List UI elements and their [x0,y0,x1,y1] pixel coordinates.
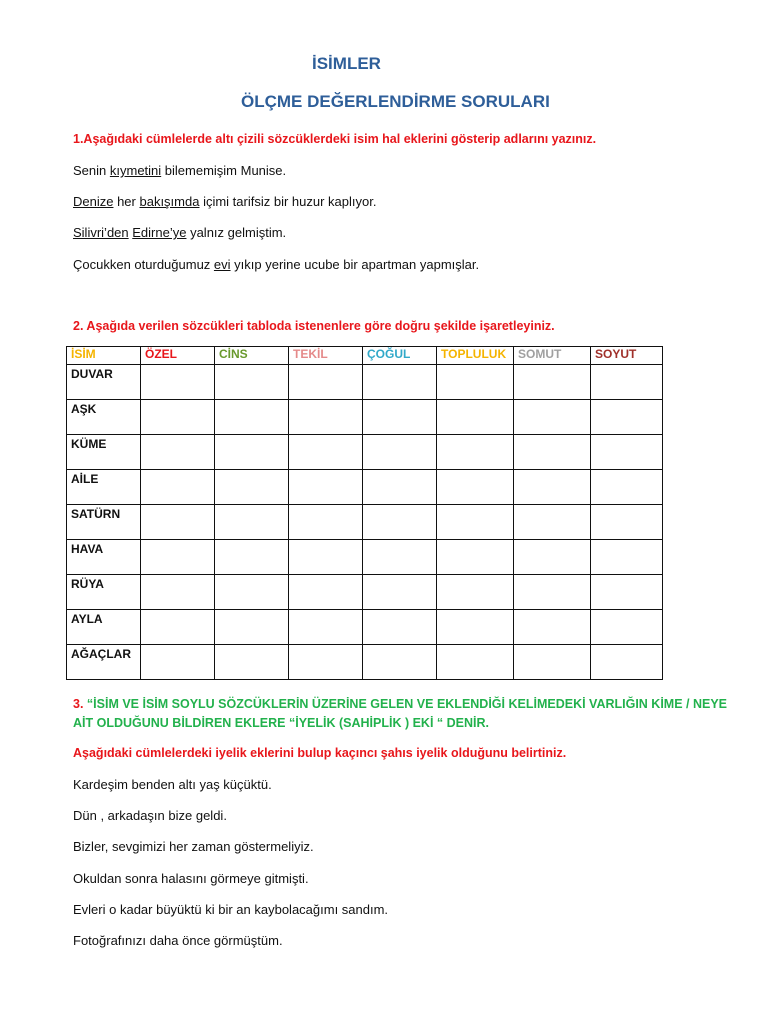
question-3-number: 3. [73,697,84,711]
answer-cell[interactable] [215,400,289,435]
underlined-word: kıymetini [109,163,162,178]
answer-cell[interactable] [215,540,289,575]
question-1-heading: 1.Aşağıdaki cümlelerde altı çizili sözcüklerdeki isim hal eklerini gösterip adlarını yazınız. [73,132,597,146]
word-label: HAVA [67,540,141,575]
table-row [67,575,663,610]
answer-cell[interactable] [363,610,437,645]
answer-cell[interactable] [289,645,363,680]
answer-cell[interactable] [289,610,363,645]
answer-cell[interactable] [514,400,591,435]
answer-cell[interactable] [363,575,437,610]
answer-cell[interactable] [141,540,215,575]
underlined-word: Denize [73,194,114,209]
answer-cell[interactable] [437,400,514,435]
table-row [67,365,663,400]
q3-sentence-6: Fotoğrafınızı daha önce görmüştüm. [73,933,283,948]
answer-cell[interactable] [514,575,591,610]
answer-cell[interactable] [141,505,215,540]
q3-sentence-1: Kardeşim benden altı yaş küçüktü. [73,777,272,792]
table-row [67,645,663,680]
q1-sentence-3: Silivri’den Edirne’ye yalnız gelmiştim. [73,225,287,240]
answer-cell[interactable] [591,470,663,505]
q3-sentence-5: Evleri o kadar büyüktü ki bir an kaybolacağımı sandım. [73,902,389,917]
classification-table [66,346,663,680]
table-header-row [67,347,663,365]
answer-cell[interactable] [514,435,591,470]
column-header: TOPLULUK [437,347,514,365]
answer-cell[interactable] [591,610,663,645]
answer-cell[interactable] [437,435,514,470]
table-row [67,435,663,470]
column-header: SOYUT [591,347,663,365]
answer-cell[interactable] [215,610,289,645]
answer-cell[interactable] [591,505,663,540]
answer-cell[interactable] [514,470,591,505]
q1-sentence-1: Senin kıymetini bilememişim Munise. [73,163,287,178]
table-row [67,470,663,505]
table-row [67,400,663,435]
q3-sentence-2: Dün , arkadaşın bize geldi. [73,808,227,823]
answer-cell[interactable] [437,365,514,400]
column-header: İSİM [67,347,141,365]
answer-cell[interactable] [141,365,215,400]
answer-cell[interactable] [363,365,437,400]
answer-cell[interactable] [363,470,437,505]
q1-sentence-4: Çocukken oturduğumuz evi yıkıp yerine ucube bir apartman yapmışlar. [73,257,480,272]
answer-cell[interactable] [591,365,663,400]
answer-cell[interactable] [289,400,363,435]
answer-cell[interactable] [289,365,363,400]
answer-cell[interactable] [363,400,437,435]
word-label: KÜME [67,435,141,470]
answer-cell[interactable] [289,470,363,505]
answer-cell[interactable] [363,645,437,680]
column-header: CİNS [215,347,289,365]
answer-cell[interactable] [289,575,363,610]
underlined-word: Edirne’ye [132,225,187,240]
underlined-word: Silivri’den [73,225,129,240]
word-label: AİLE [67,470,141,505]
answer-cell[interactable] [514,540,591,575]
answer-cell[interactable] [591,540,663,575]
answer-cell[interactable] [141,435,215,470]
answer-cell[interactable] [591,575,663,610]
answer-cell[interactable] [215,435,289,470]
question-3-heading: Aşağıdaki cümlelerdeki iyelik eklerini bulup kaçıncı şahıs iyelik olduğunu belirtiniz. [73,746,567,760]
table-row [67,610,663,645]
answer-cell[interactable] [289,435,363,470]
answer-cell[interactable] [141,610,215,645]
answer-cell[interactable] [215,575,289,610]
answer-cell[interactable] [437,505,514,540]
answer-cell[interactable] [514,610,591,645]
column-header: TEKİL [289,347,363,365]
word-label: RÜYA [67,575,141,610]
answer-cell[interactable] [514,365,591,400]
word-label: AYLA [67,610,141,645]
question-3-definition: 3. “İSİM VE İSİM SOYLU SÖZCÜKLERİN ÜZERİNE GELEN VE EKLENDİĞİ KELİMEDEKİ VARLIĞIN KİME / NEYE AİT OLDUĞUNU BİLDİREN EKLERE “İYELİK (SAHİPLİK ) EKİ “ DENİR. [73,697,728,730]
answer-cell[interactable] [363,505,437,540]
answer-cell[interactable] [289,540,363,575]
answer-cell[interactable] [215,645,289,680]
answer-cell[interactable] [141,400,215,435]
column-header: ÇOĞUL [363,347,437,365]
answer-cell[interactable] [141,470,215,505]
q3-sentence-4: Okuldan sonra halasını görmeye gitmişti. [73,871,309,886]
answer-cell[interactable] [215,365,289,400]
answer-cell[interactable] [141,575,215,610]
word-label: AŞK [67,400,141,435]
underlined-word: bakışımda [139,194,200,209]
word-label: DUVAR [67,365,141,400]
word-label: AĞAÇLAR [67,645,141,680]
underlined-word: evi [213,257,231,272]
question-2-heading: 2. Aşağıda verilen sözcükleri tabloda istenenlere göre doğru şekilde işaretleyiniz. [73,319,555,333]
q1-sentence-2: Denize her bakışımda içimi tarifsiz bir huzur kaplıyor. [73,194,377,209]
answer-cell[interactable] [437,540,514,575]
worksheet-subtitle: ÖLÇME DEĞERLENDİRME SORULARI [241,92,550,111]
answer-cell[interactable] [363,540,437,575]
answer-cell[interactable] [591,435,663,470]
answer-cell[interactable] [591,400,663,435]
word-label: SATÜRN [67,505,141,540]
answer-cell[interactable] [363,435,437,470]
answer-cell[interactable] [215,505,289,540]
answer-cell[interactable] [437,610,514,645]
worksheet-title: İSİMLER [312,54,381,73]
answer-cell[interactable] [437,470,514,505]
answer-cell[interactable] [437,575,514,610]
answer-cell[interactable] [289,505,363,540]
table-row [67,540,663,575]
answer-cell[interactable] [514,645,591,680]
answer-cell[interactable] [514,505,591,540]
column-header: SOMUT [514,347,591,365]
answer-cell[interactable] [215,470,289,505]
answer-cell[interactable] [437,645,514,680]
table-row [67,505,663,540]
q3-sentence-3: Bizler, sevgimizi her zaman göstermeliyiz. [73,839,314,854]
column-header: ÖZEL [141,347,215,365]
answer-cell[interactable] [591,645,663,680]
answer-cell[interactable] [141,645,215,680]
